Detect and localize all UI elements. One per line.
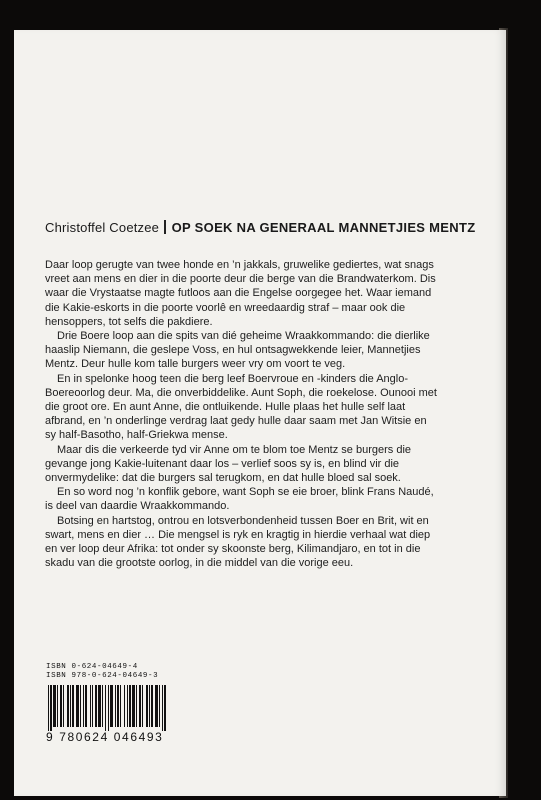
barcode-bar [90,685,91,727]
barcode-bar [48,685,49,731]
barcode-bar [120,685,121,727]
barcode-graphic [46,685,168,731]
barcode-bar [83,685,84,727]
barcode-bar [155,685,158,727]
blurb-paragraph: Botsing en hartstog, ontrou en lotsverbondenheid tussen Boer en Brit, wit en swart, mens en dier … Die mengsel is ryk en kragtig in hierdie verhaal wat diep en ver loop deur Afrika: tot onder sy skoonste berg, Kilimandjaro, en tot in die skadu van die grootste oorlog, in die middel van die vorige eeu. [45,514,431,570]
blurb-paragraph: En so word nog ’n konflik gebore, want Soph se eie broer, blink Frans Naudé, is deel van daardie Wraakkommando. [45,486,434,513]
title-row [45,220,475,235]
barcode-block [46,663,172,744]
blurb [45,258,440,570]
barcode-bar [95,685,97,727]
barcode-bar [60,685,62,727]
book-title: OP SOEK NA GENERAAL MANNETJIES MENTZ [171,220,476,235]
barcode-bar [136,685,137,727]
barcode-bar [57,685,58,727]
ean-number: 9 780624 046493 [46,730,164,744]
barcode-bar [127,685,128,727]
barcode-bar [124,685,125,727]
title-separator [164,220,166,234]
barcode-bar [76,685,79,727]
barcode-bar [146,685,148,727]
barcode-bar [53,685,56,727]
barcode-bar [102,685,103,727]
barcode-bar [159,685,160,727]
blurb-paragraph: Daar loop gerugte van twee honde en ’n jakkals, gruwelike gediertes, wat snags vreet aan mens en dier in die poorte deur die berge van die Brandwaterkom. Dis waar die Vrystaatse magte futloos aan die Engelse oorgegee het. Waar iemand die Kakie-eskorts in die poorte voorlê en wreedaardig straf – maar ook die hensoppers, tot selfs die pakdiere. [45,259,436,328]
barcode-bar [110,685,113,727]
barcode-bar [70,685,71,727]
barcode-bar [117,685,119,727]
barcode-bar [149,685,150,727]
blurb-paragraph: Drie Boere loop aan die spits van dié geheime Wraakkommando: die dierlike haaslip Niemann, die geslepe Voss, en hul ontsagwekkende leier, Mannetjies Mentz. Deur hulle kom talle burgers weer vry om voort te veg. [45,330,430,371]
blurb-paragraph: Maar dis die verkeerde tyd vir Anne om te blom toe Mentz se burgers die gevange jong Kakie-luitenant daar los – verlief soos sy is, en blind vir die onvermydelike: dat die burgers sal terugkom, en dat hulle bloed sal soek. [45,443,412,485]
barcode-bar [50,685,52,731]
barcode-bar [164,685,166,731]
barcode-bar [115,685,116,727]
barcode-bar [72,685,74,727]
barcode-bar [108,685,109,731]
barcode-bar [85,685,87,727]
barcode-bar [142,685,143,727]
barcode-bar [67,685,69,727]
barcode-bar [92,685,93,727]
author-name: Christoffel Coetzee [45,220,160,235]
barcode-bar [132,685,135,727]
barcode-bar [162,685,163,731]
barcode-bar [105,685,106,731]
barcode-bar [98,685,101,727]
blurb-paragraph: En in spelonke hoog teen die berg leef Boervroue en -kinders die Anglo-Boereoorlog deur. Ma, die onverbiddelike. Aunt Soph, die roekelose. Ounooi met die groot ore. En aunt Anne, die ontluikende. Hulle plaas het hulle self laat afbrand, en ’n onderlinge verdrag laat gedy hulle daar saam met Jan Witsie en sy half-Basotho, half-Griekwa mense. [45,372,437,442]
barcode-bar [151,685,153,727]
barcode-bar [129,685,131,727]
barcode-bar [139,685,141,727]
barcode-bar [63,685,64,727]
isbn-10: ISBN 0-624-04649-4 [46,663,138,671]
isbn-13: ISBN 978-0-624-04649-3 [46,672,159,680]
barcode-bar [80,685,81,727]
